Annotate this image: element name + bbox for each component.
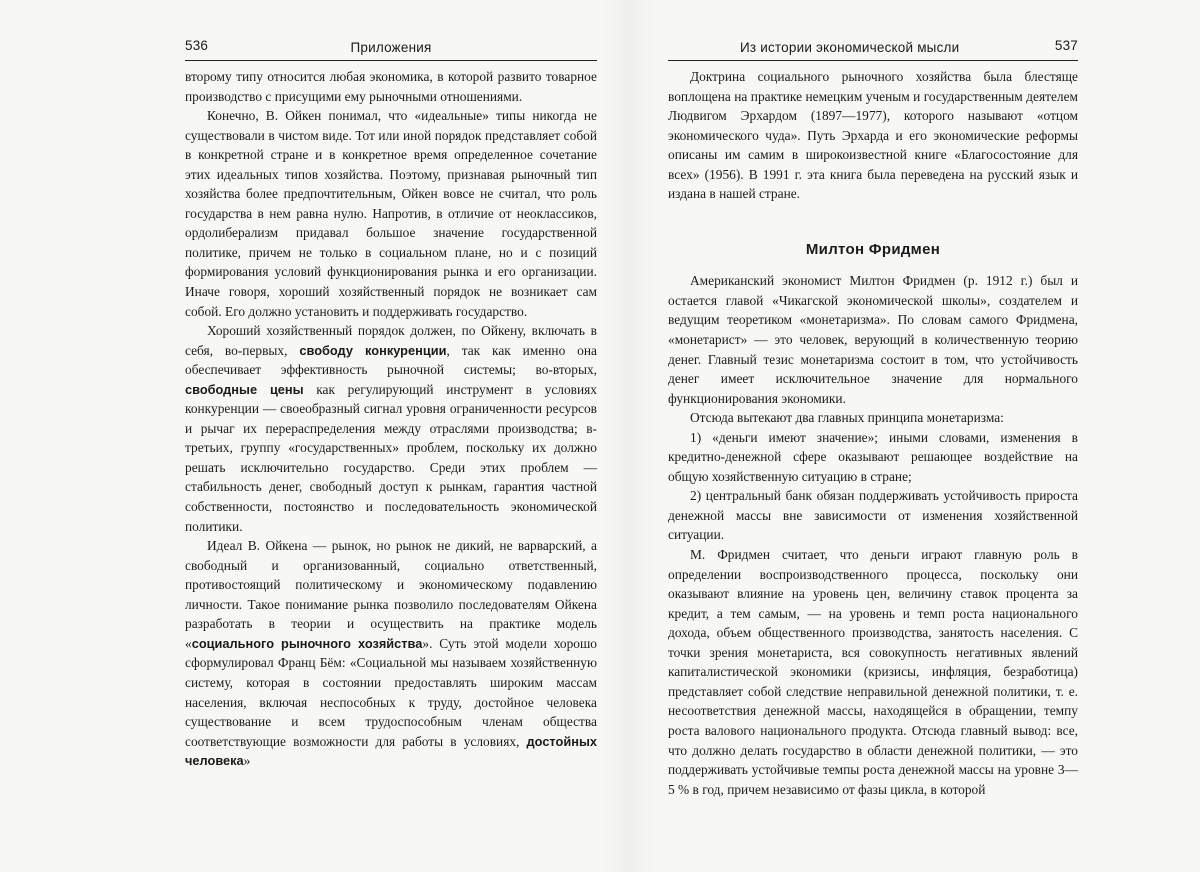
page-number: 536 xyxy=(185,38,209,53)
paragraph: Хороший хозяйственный порядок должен, по Ойкену, включать в себя, во-первых, свободу конкуренции, так как именно она обеспечивает эффективность рыночной системы; во-вторых, свободные цены как регулирующий инструмент в условиях конкуренции — своеобразный сигнал уровня ограниченности ресурсов и рычаг их перераспределения между отраслями производства; в-третьих, группу «государственных» проблем, поскольку их должно решать исключительно государство. Среди этих проблем — стабильность денег, свободный доступ к рынкам, гарантия частной собственности, постоянство и последовательность экономической политики. xyxy=(185,323,597,534)
section-heading: Милтон Фридмен xyxy=(805,240,941,258)
page-number: 537 xyxy=(1054,38,1078,53)
running-head: Приложения xyxy=(350,40,432,55)
running-head: Из истории экономической мысли xyxy=(740,40,960,55)
paragraph: Доктрина социального рыночного хозяйства была блестяще воплощена на практике немецким ученым и государственным деятелем Людвигом Эрхардом (1897—1977), которого называют «отцом экономического чуда». Путь Эрхарда и его экономические реформы описаны им самим в широкоизвестной книге «Благосостояние для всех» (1956). В 1991 г. эта книга была переведена на русский язык и издана в нашей стране. xyxy=(668,69,1078,202)
right-page xyxy=(668,0,1078,872)
paragraph: М. Фридмен считает, что деньги играют главную роль в определении воспроизводственного процесса, поскольку они оказывают влияние на уровень цен, величину ставок процента за кредит, а тем самым, — на уровень и темп роста национального дохода, объем общественного производства, занятость населения. С точки зрения монетариста, вся совокупность негативных явлений капиталистической экономики (кризисы, инфляция, безработица) представляет собой следствие неправильной денежной политики, т. е. несоответствия денежной массы, находящейся в обращении, темпу роста валового национального продукта. Отсюда главный вывод: все, что должно делать государство в области денежной политики, — это поддерживать устойчивые темпы роста денежной массы на уровне 3—5 % в год, причем независимо от фазы цикла, в которой xyxy=(668,547,1078,797)
bold-term: свободу конкуренции xyxy=(299,342,447,358)
bold-term: социального рыночного хозяйства xyxy=(191,635,423,651)
paragraph: Отсюда вытекают два главных принципа монетаризма: xyxy=(690,410,1004,426)
right-page-header xyxy=(668,34,1078,61)
bold-term: свободные цены xyxy=(185,381,304,397)
paragraph: Конечно, В. Ойкен понимал, что «идеальные» типы никогда не существовали в чистом виде. Тот или иной порядок представляет собой в конкретной стране и в конкретное время определенное сочетание этих идеальных типов хозяйства. Поэтому, признавая рыночный тип хозяйства более предпочтительным, Ойкен вовсе не считал, что роль государства в нем равна нулю. Напротив, в отличие от неоклассиков, ордолиберализм придавал большое значение государственной политике, причем не только в социальном плане, но и с позиций формирования условий функционирования рынка и его организации. Иначе говоря, хороший хозяйственный порядок не возникает сам собой. Его должно установить и поддерживать государство. xyxy=(185,108,597,319)
paragraph: Американский экономист Милтон Фридмен (р. 1912 г.) был и остается главой «Чикагской экономической школы», создателем и ведущим теоретиком «монетаризма». По словам самого Фридмена, «монетарист» — это человек, верующий в количественную теорию денег. Главный тезис монетаризма состоит в том, что устойчивость денег имеет исключительное значение для нормального функционирования экономики. xyxy=(668,273,1078,406)
list-item: 1) «деньги имеют значение»; иными словами, изменения в кредитно-денежной сфере оказывают решающее воздействие на общую хозяйственную ситуацию в стране; xyxy=(668,429,1078,484)
left-page xyxy=(185,0,597,872)
right-page-body xyxy=(668,67,1078,799)
paragraph: Идеал В. Ойкена — рынок, но рынок не дикий, не варварский, а свободный и организованный, социально ответственный, противостоящий политическому и экономическому подавлению личности. Такое понимание рынка позволило последователям Ойкена разработать в теории и осуществить на практике модель «социального рыночного хозяйства». Суть этой модели хорошо сформулировал Франц Бём: «Социальной мы называем хозяйственную систему, которая в состоянии предоставлять широким массам населения, включая неспособных к труду, достойное человека существование и всем трудоспособным членам общества соответствующие возможности для работы в условиях, достойных человека» xyxy=(185,538,598,769)
left-page-body xyxy=(185,67,597,771)
left-page-header xyxy=(185,34,597,61)
bold-term: достойных человека xyxy=(185,733,597,769)
book-spine-shadow xyxy=(600,0,660,872)
list-item: 2) центральный банк обязан поддерживать устойчивость прироста денежной массы вне зависимости от изменения хозяйственной ситуации. xyxy=(668,488,1078,543)
paragraph: второму типу относится любая экономика, в которой развито товарное производство с присущими ему рыночными отношениями. xyxy=(185,69,597,104)
